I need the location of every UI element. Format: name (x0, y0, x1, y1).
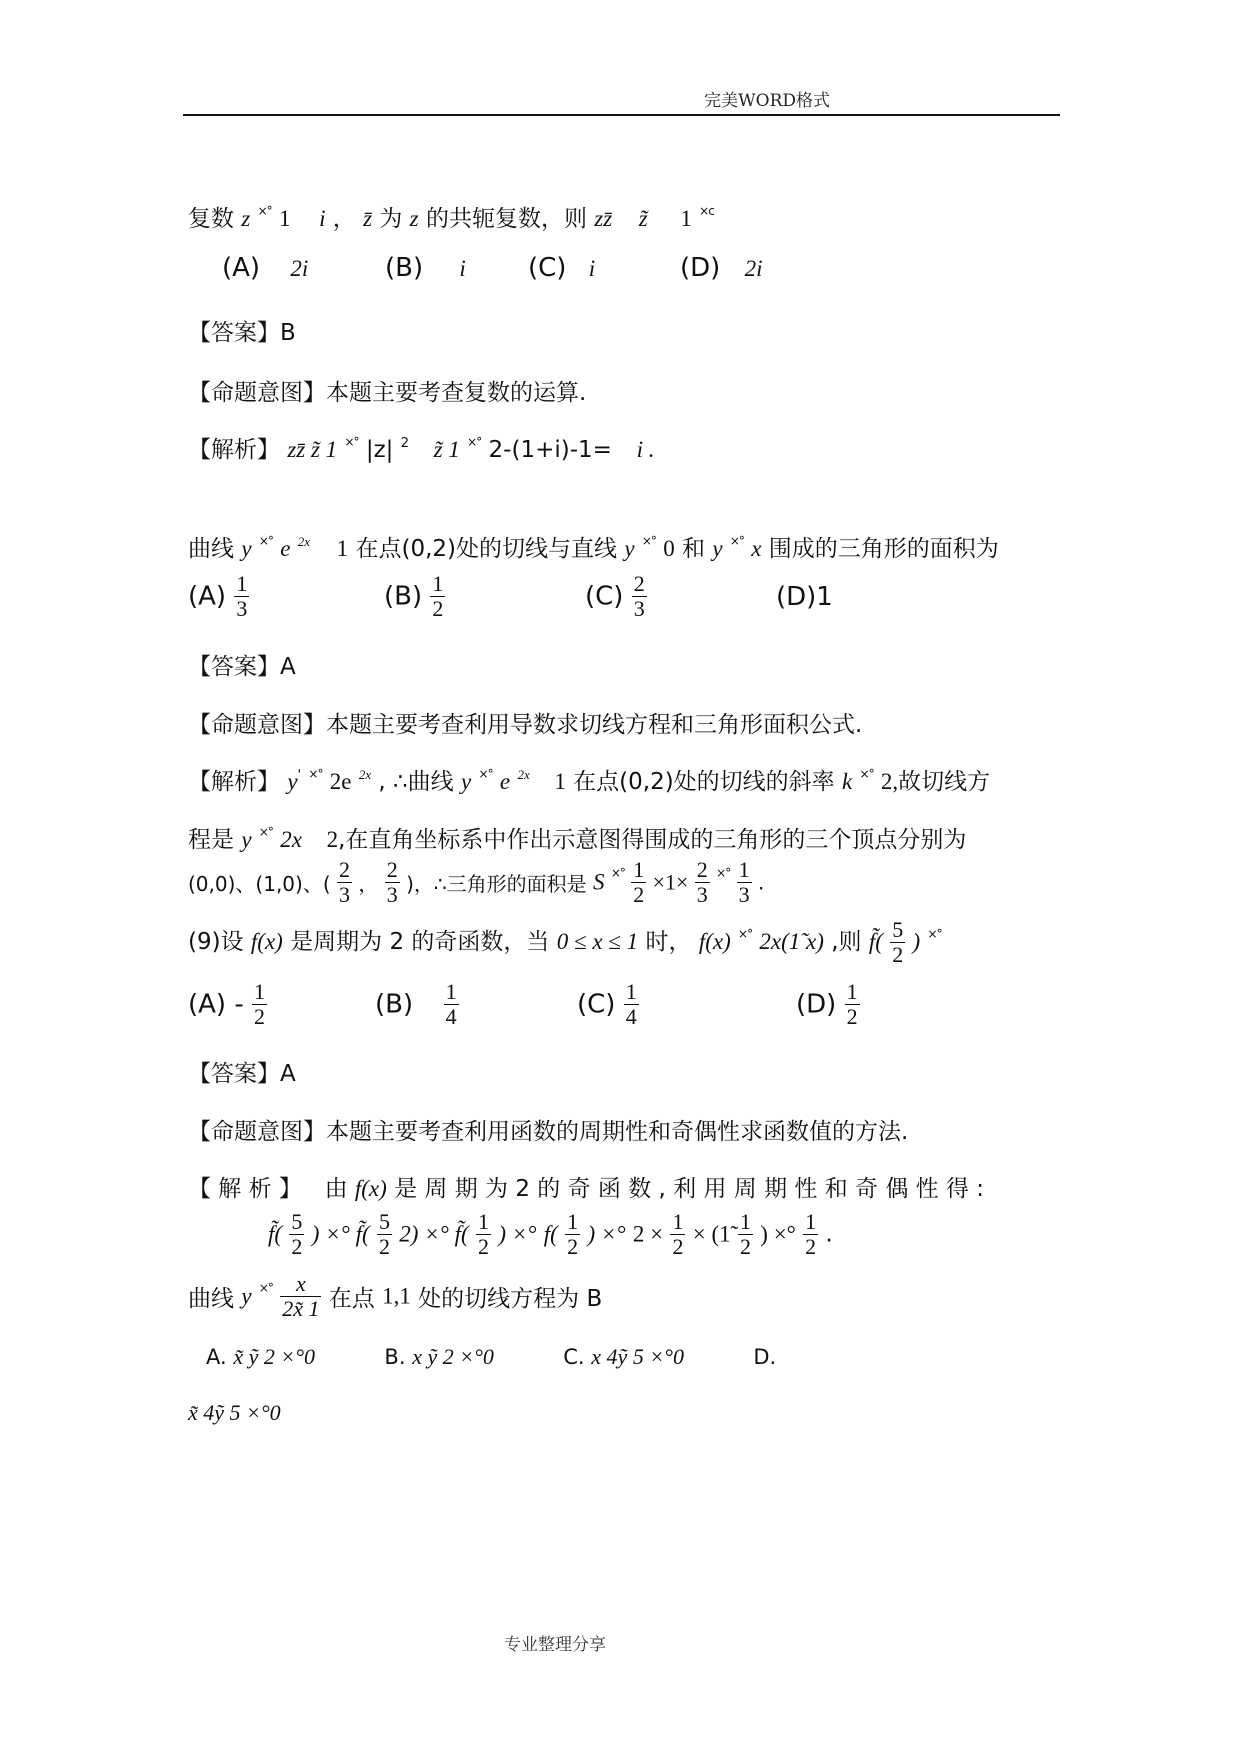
q1-mark: ×° (257, 204, 272, 218)
q3-sol-head: 【 解 析 】 (188, 1176, 302, 1202)
q3-option-d-label: (D) (796, 989, 837, 1020)
q3-option-c (577, 980, 639, 1029)
q4-y: y (241, 1283, 252, 1309)
q3-eq-f4: ) ×° (498, 1221, 537, 1247)
q3-eq-f2: ) ×° f̃( (311, 1221, 370, 1247)
q3-eq-f7: 2 × (632, 1221, 664, 1247)
q1-option-c-value: i (588, 256, 596, 281)
q3-eq-end: . (825, 1221, 833, 1248)
q3-intent (188, 1113, 908, 1146)
q3-option-c-label: (C) (577, 989, 616, 1020)
q1-z: z (241, 206, 251, 231)
q2-sol1-mark: ×° (308, 767, 323, 781)
q1-conj: 的共轭复数，则 (425, 206, 587, 232)
q2-sol3-half: $\frac{1}{2}$ (633, 857, 645, 907)
q1-sol-mark: ×° (344, 435, 359, 449)
q3-solution (188, 1170, 984, 1203)
q2-option-b-label: (B) (384, 581, 423, 612)
q3-fx-2: f(x) (698, 929, 731, 954)
header-rule (183, 114, 1060, 116)
q2-zero: 0 (663, 536, 675, 561)
q1-sol-c: 2 (400, 436, 410, 451)
q2-sol1-k: k (842, 769, 853, 794)
q2-option-c-label: (C) (585, 581, 624, 612)
q3-range: 0 ≤ x ≤ 1 (556, 929, 639, 954)
q3-eq-f3: 2) ×° f̃( (399, 1221, 469, 1247)
q1-option-a (222, 253, 308, 283)
q4-option-b-value: x ỹ 2 ×°0 (412, 1344, 494, 1369)
q1-one: 1 (278, 206, 291, 231)
q1-mark-end: ×c (699, 204, 714, 218)
q4-frac: $\frac{x}{2x̃ 1}$ (282, 1271, 320, 1321)
q2-sol2-text2: ,在直角坐标系中作出示意图得围 (338, 827, 668, 853)
q1-sol-a: zz̄ z̃ 1 (287, 437, 338, 462)
q3-answer: 【答案】A (188, 1061, 296, 1087)
q3-eq-frac7: $\frac{1}{2}$ (672, 1209, 684, 1259)
q3-option-b (375, 980, 459, 1029)
q1-weiz: 为 (379, 206, 403, 232)
q3-def: 2x(1̃ x) (759, 929, 824, 954)
q3-option-a-label: (A) - (188, 989, 244, 1020)
q3-eq-f1: f̃( (268, 1221, 283, 1247)
q3-sol-fx: f(x) (354, 1176, 387, 1201)
q2-solution-3 (188, 858, 764, 907)
q3-option-b-label: (B) (375, 989, 414, 1020)
q3-f: f̃( (868, 929, 883, 954)
q3-stem-c: 时， (645, 929, 692, 955)
q3-stem (188, 918, 942, 967)
q2-sol1-mark2: ×° (478, 767, 493, 781)
q1-option-c (528, 253, 595, 283)
q2-sol1-text2: 在点(0,2)处的切线的斜率 (573, 769, 835, 795)
q1-solution (188, 431, 654, 464)
q2-sol3-mark: ×° (610, 866, 625, 880)
q2-solution-2 (188, 821, 966, 854)
q3-intent-head: 【命题意图】 (188, 1119, 326, 1145)
q2-e: e (280, 536, 291, 561)
q4-option-c-value: x 4ỹ 5 ×°0 (591, 1344, 684, 1369)
q1-i: i (319, 206, 326, 231)
q2-mark-2: ×° (641, 534, 656, 548)
q3-eq-frac5: $\frac{1}{2}$ (567, 1209, 579, 1259)
q2-x: x (751, 536, 762, 561)
q1-option-d-label: (D) (680, 253, 721, 283)
q2-intent-text: 本题主要考查利用导数求切线方程和三角形面积公式. (326, 712, 863, 738)
q3-option-a (188, 980, 267, 1029)
q2-answer: 【答案】A (188, 654, 296, 680)
q4-point: 1,1 (382, 1283, 411, 1309)
q2-sol1-text: , ∴曲线 (378, 769, 454, 795)
q2-he: 和 (682, 536, 706, 562)
q3-eq-frac3: $\frac{1}{2}$ (478, 1209, 489, 1259)
q4-option-c-label: C. (563, 1345, 585, 1369)
q2-stem (188, 530, 999, 563)
q4-text2: 处的切线方程为 B (418, 1286, 603, 1312)
q2-option-b (384, 572, 445, 621)
q1-comma: ， (332, 206, 356, 232)
q2-option-a-label: (A) (188, 581, 227, 612)
q2-text3: 成的三角形的面积为 (791, 536, 999, 562)
q1-one-b: 1 (680, 206, 692, 231)
q3-mark-2: ×° (927, 927, 942, 941)
q3-sol-a: 由 (324, 1176, 348, 1202)
q2-sol1-y: y (287, 769, 298, 794)
q4-prefix: 曲线 (188, 1286, 234, 1312)
q1-expr: zz̄ (594, 206, 613, 231)
q2-option-b-frac: $\frac{1}{2}$ (432, 571, 444, 621)
q3-option-b-frac: $\frac{1}{4}$ (445, 979, 457, 1029)
q4-option-d-line (188, 1400, 281, 1426)
q2-sol1-exp2: 2x (517, 767, 530, 782)
q2-sol2-y: y (241, 827, 252, 852)
q1-intent-head: 【命题意图】 (188, 380, 326, 406)
q2-sol3-frac3: $\frac{2}{3}$ (696, 857, 708, 907)
q3-stem-b: 是周期为 2 的奇函数，当 (290, 929, 550, 955)
q2-mark: ×° (258, 534, 273, 548)
q2-sol1-e: e (499, 769, 511, 794)
q1-prefix: 复数 (188, 206, 234, 232)
q3-eq-f5: f( (543, 1221, 558, 1247)
q4-stem (188, 1272, 602, 1321)
q3-close: ) (912, 929, 921, 954)
page-header: 完美WORD格式 (704, 91, 830, 111)
q2-sol1-one: 1 (554, 769, 566, 794)
q2-sol2-2: 2 (326, 827, 339, 852)
q1-option-d-value: 2i (744, 256, 763, 281)
q2-intent-head: 【命题意图】 (188, 712, 326, 738)
q1-intent (188, 374, 586, 407)
q3-f-frac: $\frac{5}{2}$ (892, 917, 904, 967)
q4-option-b-label: B. (384, 1345, 406, 1369)
q1-option-b-value: i (459, 256, 466, 281)
q2-sol3-result: $\frac{1}{3}$ (738, 857, 750, 907)
q4-text: 在点 (328, 1286, 375, 1312)
q2-sol2-text3: 成的三角形的三个顶点分别为 (667, 827, 967, 853)
q2-intent (188, 706, 862, 739)
q3-eq-f8: × (1̃ (692, 1221, 731, 1247)
q1-sol-e: 2-(1+i)-1= (488, 437, 612, 463)
q4-options (206, 1344, 776, 1370)
q3-option-d (796, 980, 860, 1029)
q1-option-b-label: (B) (385, 253, 424, 283)
q2-option-a (188, 572, 249, 621)
q3-eq-frac2: $\frac{5}{2}$ (378, 1209, 390, 1259)
q2-exp: 2x (297, 534, 311, 549)
q1-option-b (385, 253, 466, 283)
q2-sol1-y2: y (461, 769, 472, 794)
q2-option-c (585, 572, 647, 621)
q2-sol-head: 【解析】 (188, 769, 280, 795)
q2-sol1-exp: 2x (358, 767, 372, 782)
q3-eq-f6: ) ×° (587, 1221, 626, 1247)
q3-sol-b: 是 周 期 为 2 的 奇 函 数 , 利 用 周 期 性 和 奇 偶 性 得 : (394, 1176, 985, 1202)
q4-option-a-value: x̃ ỹ 2 ×°0 (233, 1344, 316, 1369)
q2-sol1-mark3: ×° (859, 767, 874, 781)
q2-sol3-sep: ， (358, 872, 379, 896)
q1-zbar: z̄ (363, 206, 373, 231)
page-footer: 专业整理分享 (504, 1635, 606, 1655)
q1-tilde-z: z̃ (638, 206, 648, 231)
q1-sol-head: 【解析】 (188, 437, 280, 463)
q3-fx: f(x) (250, 929, 283, 954)
q3-stem-a: (9)设 (188, 929, 244, 955)
q2-sol2-2x: 2x (280, 827, 302, 852)
q2-sol3-s: S (592, 869, 605, 895)
q3-eq-frac1: $\frac{5}{2}$ (291, 1209, 303, 1259)
q4-option-d-label: D. (753, 1345, 777, 1369)
q2-sol1-2e: 2e (329, 769, 352, 794)
q2-sol2-text: 程是 (188, 827, 234, 853)
q2-text2: 围 (768, 536, 792, 562)
q3-option-d-frac: $\frac{1}{2}$ (846, 979, 858, 1029)
q4-option-d-value: x̃ 4ỹ 5 ×°0 (188, 1400, 281, 1425)
q2-option-d-label: (D)1 (776, 582, 833, 612)
q2-sol3-frac2: $\frac{2}{3}$ (386, 857, 398, 907)
q2-sol1-text3: 2,故切线方 (880, 769, 991, 794)
q4-option-a-label: A. (206, 1345, 227, 1369)
q1-z2: z (409, 206, 419, 231)
q1-intent-text: 本题主要考查复数的运算. (326, 380, 587, 406)
q3-eq-f9: ) ×° (760, 1221, 796, 1247)
q2-sol3-text: )，∴三角形的面积是 (406, 872, 587, 896)
q2-option-d (776, 582, 833, 612)
q1-option-a-label: (A) (222, 253, 261, 283)
q3-equation (268, 1210, 833, 1259)
q3-stem-d: ,则 (831, 929, 862, 955)
q1-option-c-label: (C) (528, 253, 567, 283)
q2-option-c-frac: $\frac{2}{3}$ (633, 571, 645, 621)
q3-option-a-frac: $\frac{1}{2}$ (254, 979, 265, 1029)
q2-sol3-frac1: $\frac{2}{3}$ (339, 857, 350, 907)
q1-sol-mark-2: ×° (467, 435, 482, 449)
q1-option-a-value: 2i (290, 256, 309, 281)
q2-one: 1 (336, 536, 349, 561)
q2-sol2-mark: ×° (258, 825, 273, 839)
q2-y-3: y (712, 536, 723, 561)
q3-eq-frac8: $\frac{1}{2}$ (739, 1209, 751, 1259)
q2-mark-3: ×° (729, 534, 744, 548)
q3-mark: ×° (738, 927, 753, 941)
q2-sol3-end: . (757, 870, 765, 895)
q1-stem (188, 200, 714, 233)
q2-option-a-frac: $\frac{1}{3}$ (236, 571, 248, 621)
q2-y: y (241, 536, 252, 561)
q3-eq-frac9: $\frac{1}{2}$ (805, 1209, 817, 1259)
q1-answer: 【答案】B (188, 320, 296, 346)
q1-sol-f: i . (636, 437, 655, 462)
q2-solution-1: 【解析】 y' ×° 2e $^{2x}$ , ∴曲线 y ×° e $^{2x}$ 1 在点(0,2)处的切线的斜率 k ×° 2,故切线方 (188, 767, 991, 795)
q3-intent-text: 本题主要考查利用函数的周期性和奇偶性求函数值的方法. (326, 1119, 909, 1145)
q1-sol-b: |z| (365, 437, 394, 463)
q1-option-d (680, 253, 762, 283)
q2-text1: 在点(0,2)处的切线与直线 (355, 536, 617, 562)
q4-mark: ×° (258, 1281, 273, 1295)
q2-sol3-times: ×1× (652, 869, 689, 895)
q3-option-c-frac: $\frac{1}{4}$ (625, 979, 637, 1029)
q1-sol-d: z̃ 1 (433, 437, 460, 462)
q2-sol3-points: (0,0)、(1,0)、( (188, 872, 331, 896)
q2-sol3-mark2: ×° (716, 866, 731, 880)
q2-prefix: 曲线 (188, 536, 234, 562)
q2-y-2: y (624, 536, 635, 561)
